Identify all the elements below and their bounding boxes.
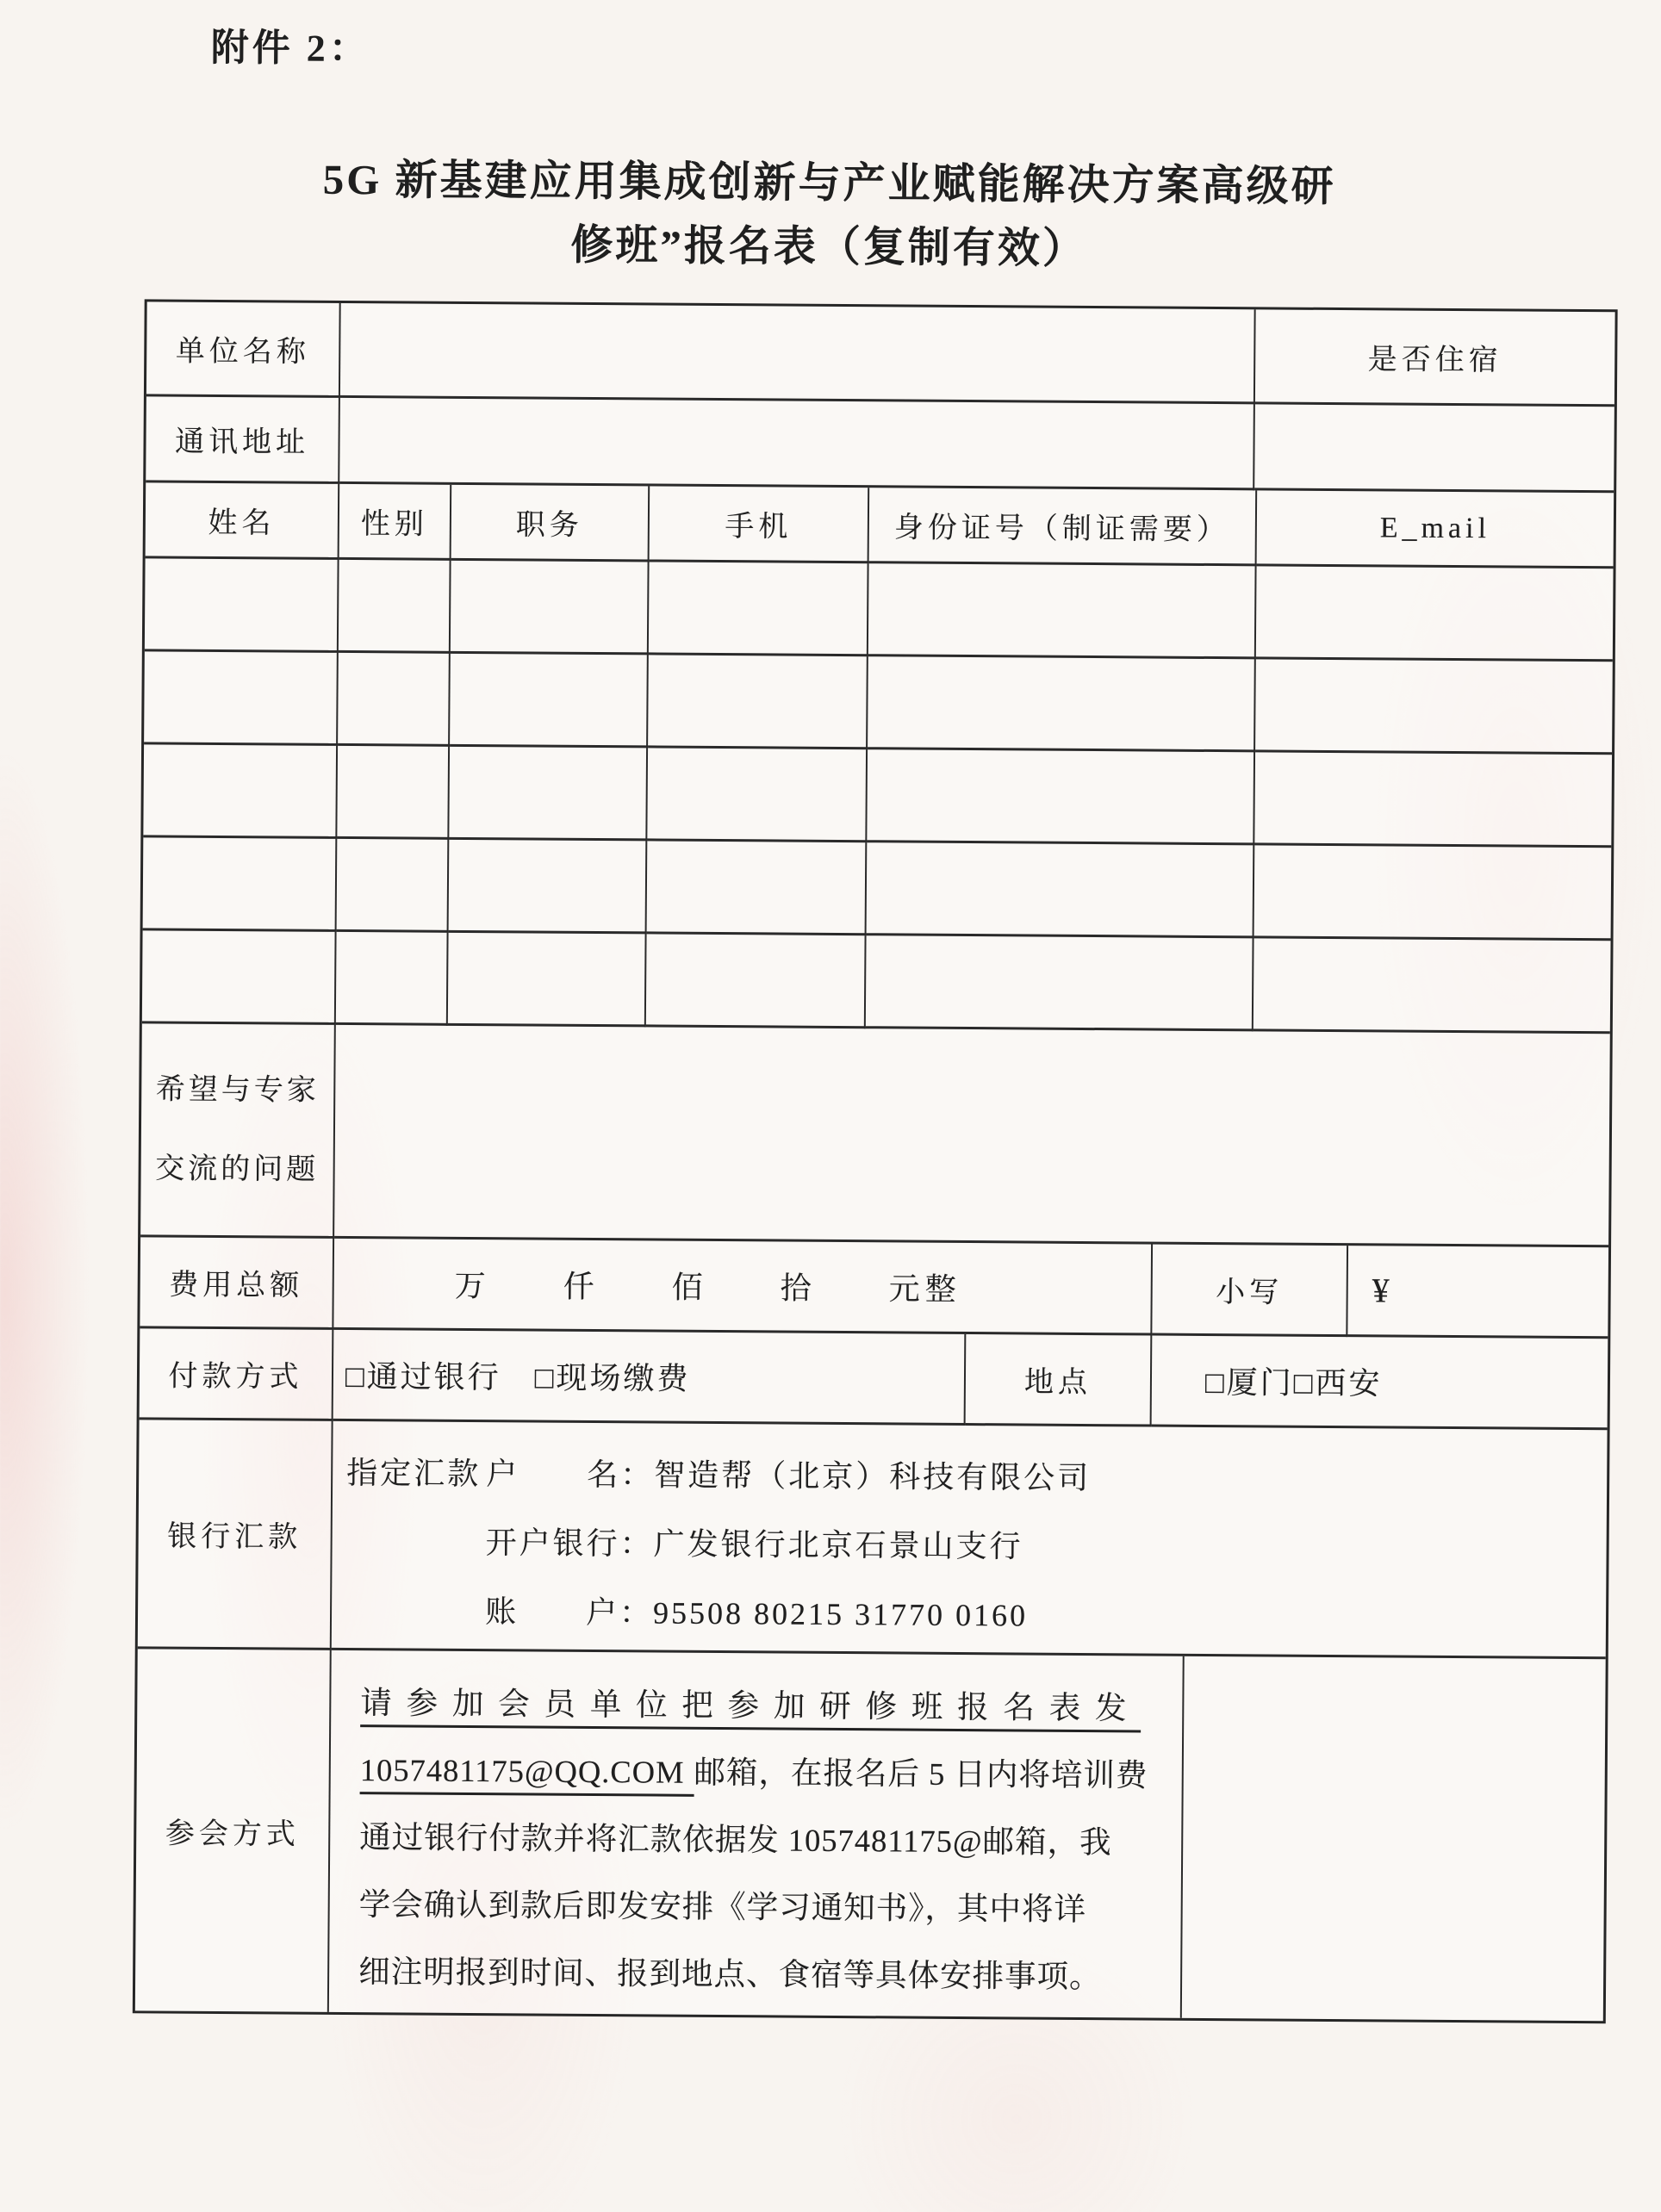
empty-cell [449, 747, 648, 842]
empty-cell [143, 837, 338, 932]
empty-cell [866, 935, 1254, 1031]
empty-cell [337, 839, 450, 933]
attachment-label: 附件 2： [210, 26, 370, 71]
participation-line-5: 细注明报到时间、报到地点、食宿等具体安排事项。 [358, 1954, 1102, 1995]
empty-cell [450, 654, 649, 749]
column-header-gender: 性别 [339, 484, 452, 561]
row-payment [140, 1328, 1608, 1430]
registration-email: 1057481175@QQ.COM [360, 1752, 694, 1797]
participation-line-4: 学会确认到款后即发安排《学习通知书》，其中将详 [358, 1886, 1087, 1928]
column-header-name: 姓名 [146, 482, 340, 560]
fee-small-figures-label: 小写 [1152, 1245, 1348, 1338]
participation-label: 参会方式 [135, 1649, 332, 2012]
participation-line-2-rest: 邮箱，在报名后 5 日内将培训费 [694, 1754, 1148, 1793]
payment-method-label: 付款方式 [140, 1328, 334, 1421]
address-label: 通讯地址 [146, 396, 340, 484]
empty-cell [339, 560, 451, 654]
participation-empty-cell [1182, 1656, 1606, 2021]
empty-cell [451, 561, 650, 656]
questions-label [140, 1023, 336, 1239]
row-bank-remittance [138, 1420, 1608, 1659]
empty-cell [1254, 845, 1612, 941]
empty-cell [144, 651, 339, 746]
bank-branch: 开户银行：广发银行北京石景山支行 [485, 1525, 1023, 1564]
participation-line-3: 通过银行付款并将汇款依据发 1057481175@邮箱，我 [359, 1819, 1112, 1861]
empty-cell [449, 840, 648, 935]
row-column-headers [146, 482, 1614, 569]
empty-cell [1255, 659, 1613, 755]
currency-symbol: ¥ [1347, 1246, 1608, 1339]
fee-amount-units: 万 仟 佰 拾 元整 [333, 1239, 1153, 1336]
empty-cell [337, 746, 450, 840]
scanned-form-page [0, 15, 1661, 2023]
registration-table [133, 299, 1618, 2023]
empty-cell [1254, 938, 1611, 1034]
lodging-label: 是否住宿 [1255, 309, 1615, 407]
bank-account-number: 账 户：95508 80215 31770 0160 [484, 1594, 1029, 1633]
row-unit-name [146, 301, 1615, 407]
empty-cell [647, 841, 868, 935]
payment-option-checkboxes: □通过银行 □现场缴费 [333, 1330, 967, 1426]
questions-label-line-2: 交流的问题 [155, 1152, 320, 1186]
bank-remittance-label: 银行汇款 [138, 1420, 333, 1650]
column-header-position: 职务 [451, 485, 650, 562]
participation-instructions-cell [329, 1650, 1185, 2018]
empty-cell [647, 748, 868, 842]
unit-name-input-cell [340, 303, 1256, 404]
attendee-row-2 [144, 651, 1613, 755]
empty-cell [338, 653, 451, 747]
form-title-line-2: 修班”报名表（复制有效） [570, 221, 1088, 272]
address-input-cell [339, 398, 1255, 490]
empty-cell [143, 744, 338, 839]
attendee-row-4 [143, 837, 1612, 941]
empty-cell [145, 558, 339, 653]
participation-line-2 [360, 1737, 1154, 1809]
attendee-row-1 [145, 558, 1614, 662]
empty-cell [1256, 566, 1614, 662]
row-fee [140, 1237, 1608, 1339]
empty-cell [867, 842, 1255, 938]
participation-line-1-text: 请参加会员单位把参加研修班报名表发 [360, 1685, 1141, 1732]
empty-cell [646, 934, 867, 1028]
questions-input-cell [334, 1025, 1610, 1247]
unit-name-label: 单位名称 [146, 301, 341, 398]
bank-details-cell [332, 1421, 1608, 1659]
empty-cell [649, 562, 869, 656]
column-header-email: E_mail [1257, 490, 1614, 569]
empty-cell [868, 656, 1256, 752]
empty-cell [648, 655, 868, 749]
empty-cell [868, 563, 1257, 659]
questions-label-line-1: 希望与专家 [155, 1073, 320, 1107]
column-header-id-number: 身份证号（制证需要） [869, 488, 1258, 566]
location-option-checkboxes: □厦门□西安 [1152, 1336, 1608, 1431]
empty-cell [142, 930, 337, 1025]
row-address [146, 396, 1614, 493]
empty-cell [1254, 752, 1612, 848]
form-title [0, 146, 1660, 283]
empty-cell [336, 932, 449, 1026]
lodging-input-cell [1254, 404, 1614, 493]
column-header-mobile: 手机 [650, 486, 870, 563]
location-label: 地点 [966, 1334, 1153, 1427]
empty-cell [448, 933, 647, 1028]
designated-remittance-label: 指定汇款 [346, 1456, 482, 1492]
row-questions [140, 1023, 1610, 1247]
bank-account-name: 户 名：智造帮（北京）科技有限公司 [486, 1457, 1092, 1496]
attendee-row-5 [142, 930, 1611, 1034]
empty-cell [867, 749, 1255, 845]
form-title-line-1: 5G 新基建应用集成创新与产业赋能解决方案高级研 [322, 155, 1336, 210]
attendee-row-3 [143, 744, 1612, 848]
participation-line-1 [360, 1669, 1154, 1742]
fee-label: 费用总额 [140, 1237, 334, 1330]
row-participation [135, 1649, 1606, 2021]
